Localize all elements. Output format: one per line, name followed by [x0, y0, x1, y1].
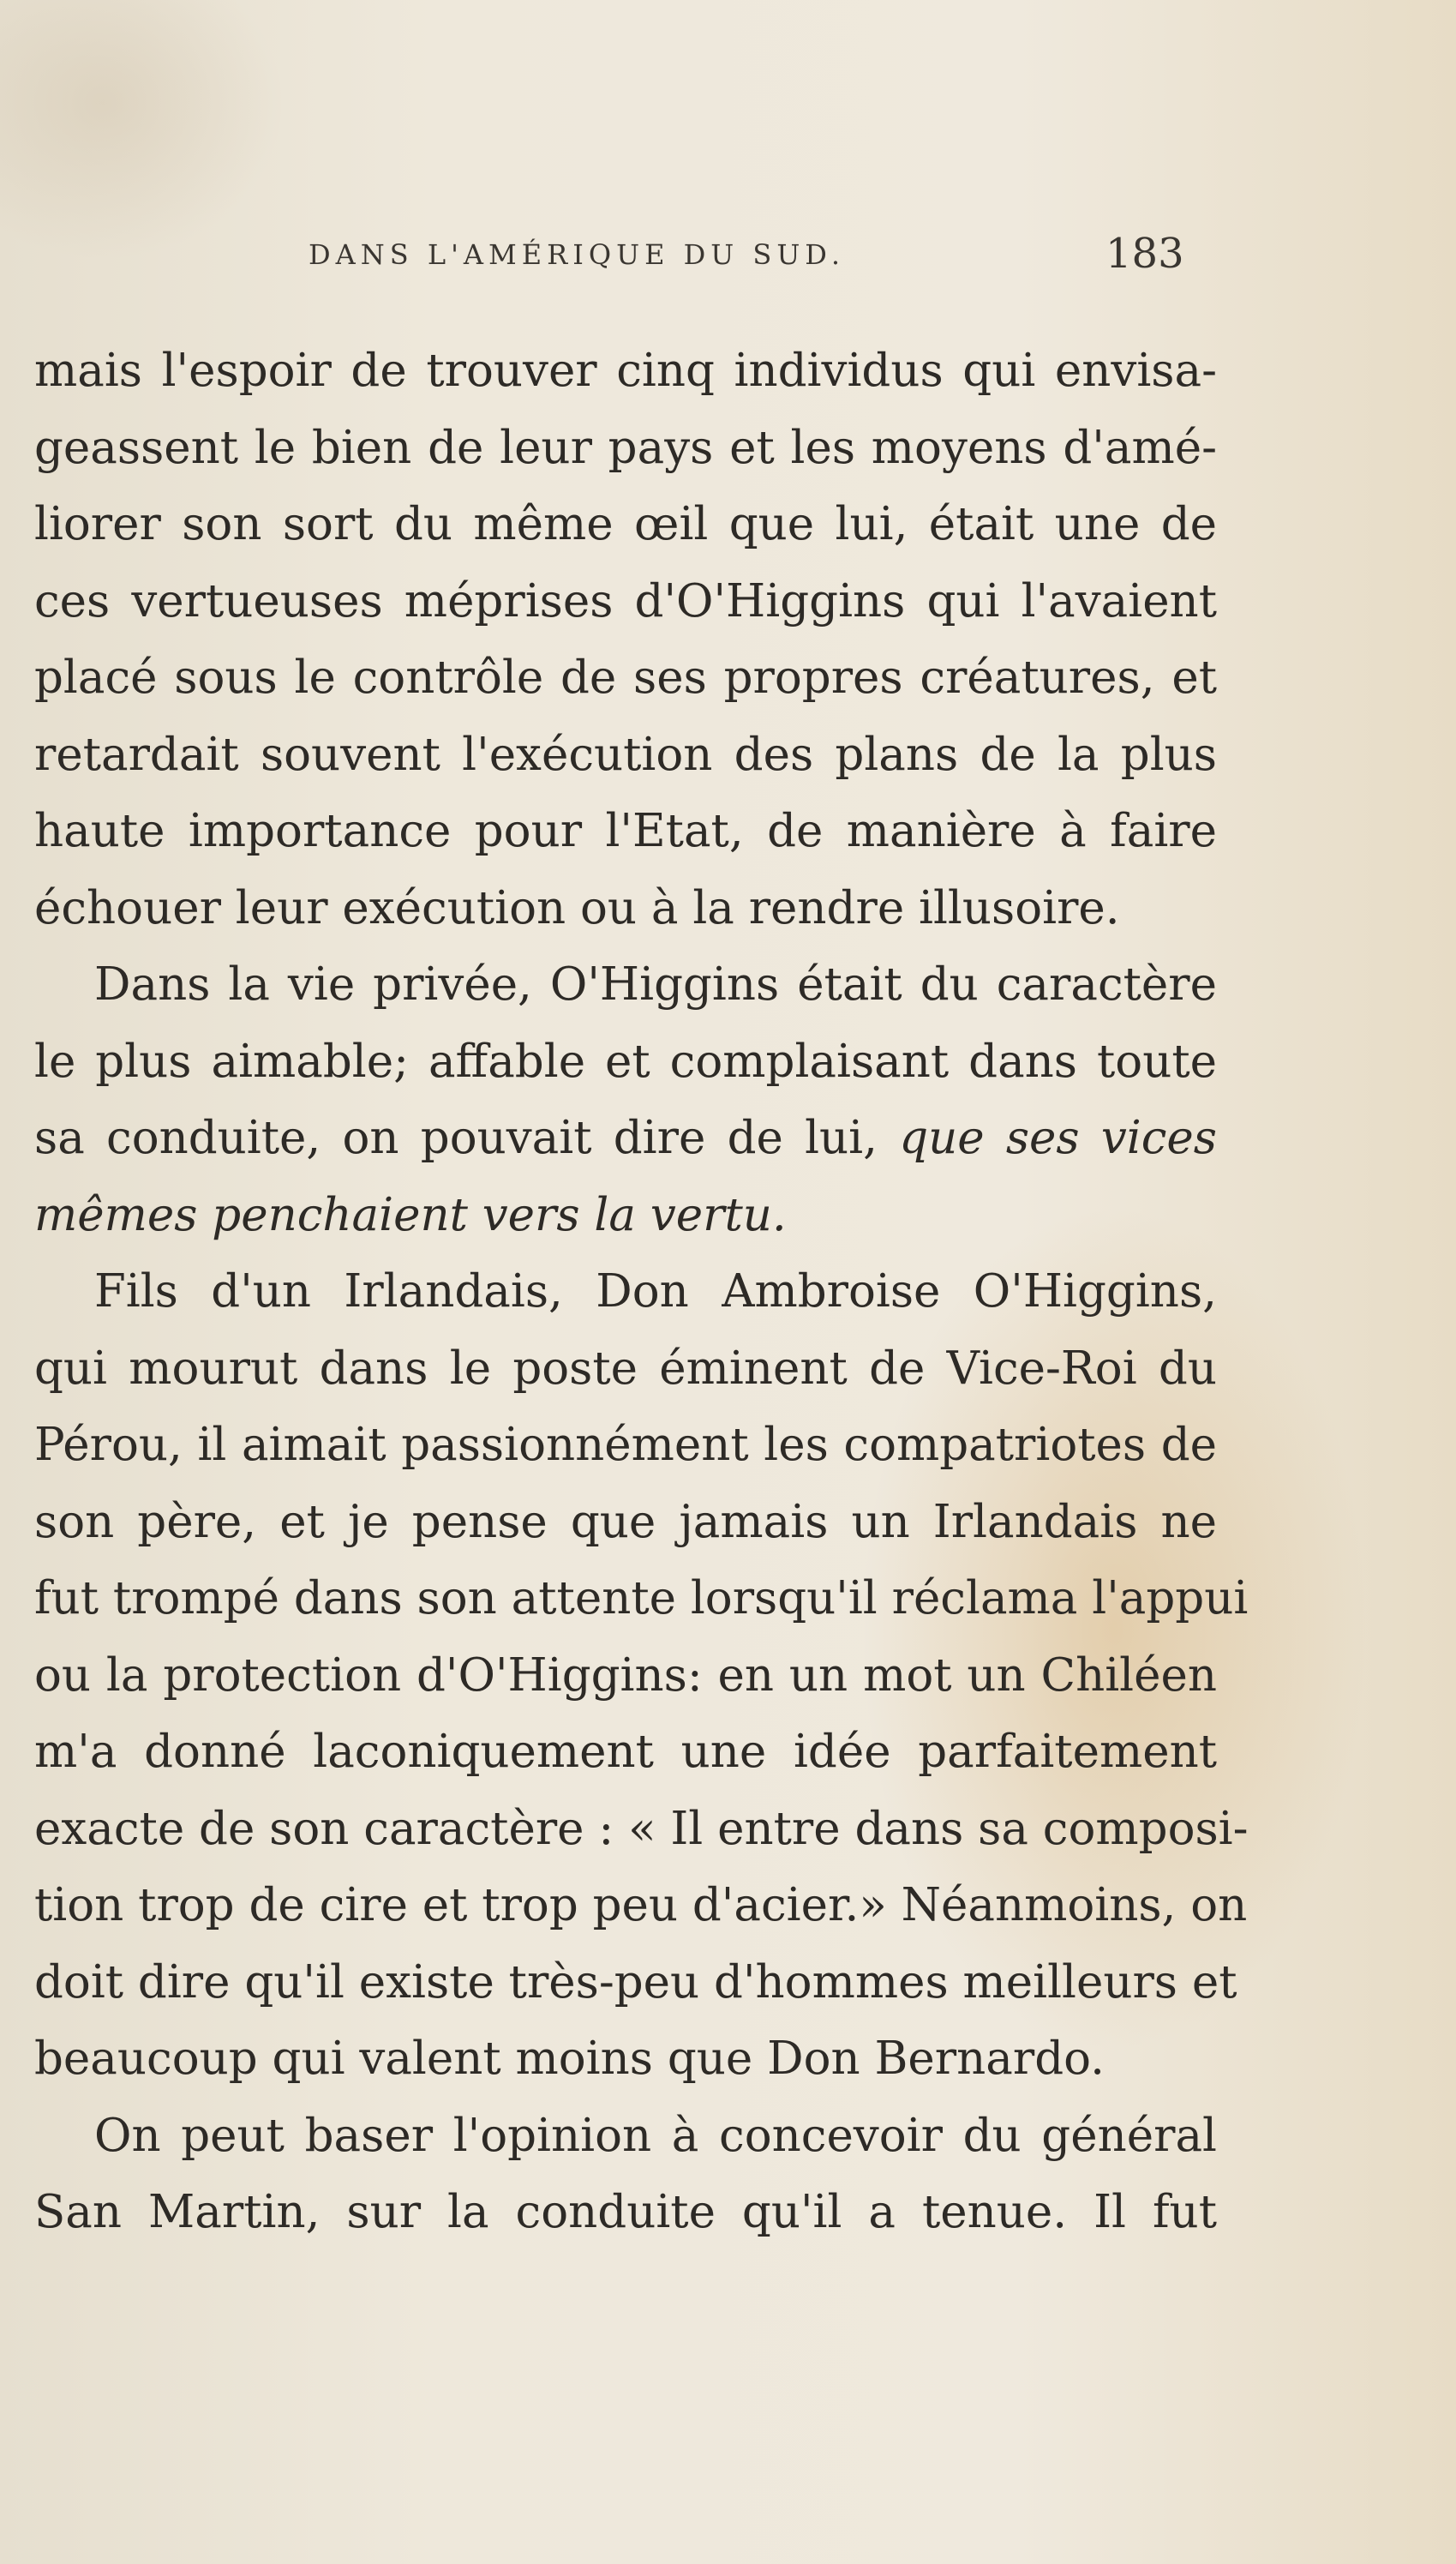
- text-line: ou la protection d'O'Higgins: en un mot un Chiléen: [34, 1648, 1217, 1702]
- text-line: On peut baser l'opinion à concevoir du général: [94, 2109, 1217, 2162]
- text-line: placé sous le contrôle de ses propres créatures, et: [34, 652, 1217, 704]
- text-line: doit dire qu'il existe très-peu d'hommes meilleurs et: [34, 1955, 1237, 2009]
- text-line: le plus aimable; affable et complaisant dans toute: [34, 1035, 1217, 1088]
- body-text: [34, 333, 1249, 2251]
- text-line: liorer son sort du même œil que lui, était une de: [34, 498, 1217, 550]
- text-line: Fils d'un Irlandais, Don Ambroise O'Higgins,: [94, 1265, 1217, 1318]
- page-number: 183: [1105, 230, 1184, 278]
- text-line: échouer leur exécution ou à la rendre illusoire.: [34, 881, 1120, 934]
- italic-text-line: mêmes penchaient vers la vertu.: [34, 1188, 787, 1241]
- text-line: ces vertueuses méprises d'O'Higgins qui l'avaient: [34, 574, 1217, 627]
- text-line: beaucoup qui valent moins que Don Bernardo.: [34, 2033, 1105, 2085]
- italic-text-span: que ses vices: [899, 1112, 1217, 1164]
- text-line: retardait souvent l'exécution des plans de la plus: [34, 728, 1217, 781]
- text-line: Dans la vie privée, O'Higgins était du caractère: [94, 958, 1217, 1011]
- text-span: sa conduite, on pouvait dire de lui,: [34, 1112, 878, 1164]
- text-line-mixed: [34, 1100, 1217, 1177]
- text-line: mais l'espoir de trouver cinq individus qui envisa-: [34, 345, 1217, 397]
- text-line: exacte de son caractère : « Il entre dans sa composi-: [34, 1802, 1249, 1855]
- text-line: son père, et je pense que jamais un Irlandais ne: [34, 1495, 1217, 1548]
- text-line: fut trompé dans son attente lorsqu'il réclama l'appui: [34, 1572, 1249, 1624]
- text-line: m'a donné laconiquement une idée parfaitement: [34, 1726, 1217, 1778]
- text-line: Pérou, il aimait passionnément les compatriotes de: [34, 1419, 1217, 1471]
- running-head: DANS L'AMÉRIQUE DU SUD.: [309, 238, 845, 271]
- text-line: haute importance pour l'Etat, de manière à faire: [34, 805, 1217, 857]
- text-line: qui mourut dans le poste éminent de Vice-Roi du: [34, 1342, 1217, 1395]
- text-line: tion trop de cire et trop peu d'acier.» Néanmoins, on: [34, 1879, 1248, 1931]
- text-line: geassent le bien de leur pays et les moyens d'amé-: [34, 421, 1217, 474]
- text-line: San Martin, sur la conduite qu'il a tenue. Il fut: [34, 2186, 1217, 2238]
